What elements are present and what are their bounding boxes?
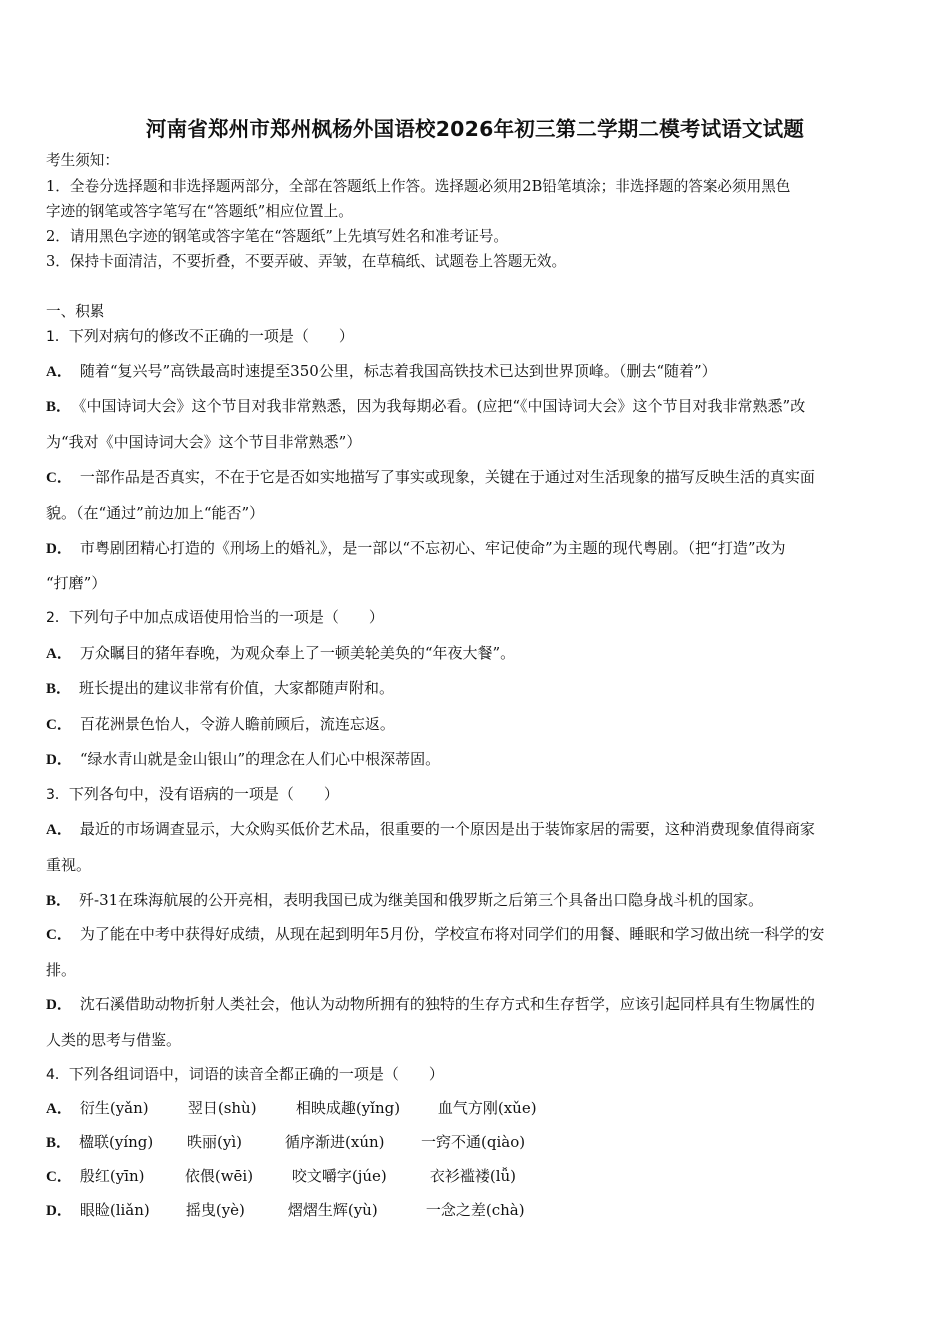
q2-option-a <box>46 643 515 664</box>
word-item: 衣衫褴褛(lǚ) <box>429 1167 517 1185</box>
option-text: 最近的市场调查显示，大众购买低价艺术品，很重要的一个原因是出于装饰家居的需要，这种消费现象值得商家 <box>79 820 815 838</box>
question-1-stem <box>46 326 354 347</box>
question-number: 4． <box>46 1067 69 1083</box>
q3-option-d <box>46 994 815 1015</box>
q3-option-a <box>46 819 815 840</box>
notice-line: 字迹的钢笔或答字笔写在“答题纸”相应位置上。 <box>46 203 353 220</box>
option-label: C． <box>46 1169 72 1185</box>
option-label: A． <box>46 822 72 838</box>
question-2-stem <box>46 607 384 628</box>
q4-option-a <box>46 1098 537 1119</box>
option-text: 一部作品是否真实，不在于它是否如实地描写了事实或现象，关键在于通过对生活现象的描写反映生活的真实面 <box>79 468 815 486</box>
option-label: B． <box>46 681 72 697</box>
word-item: 循序渐进(xún) <box>285 1133 385 1151</box>
q3-option-c-cont: 排。 <box>46 961 77 979</box>
notice-line: 3．保持卡面清洁，不要折叠，不要弄破、弄皱，在草稿纸、试题卷上答题无效。 <box>46 253 567 270</box>
notice-heading: 考生须知： <box>46 152 119 169</box>
option-text: 市粤剧团精心打造的《刑场上的婚礼》，是一部以“不忘初心、牢记使命”为主题的现代粤剧。（把“打造”改为 <box>79 539 786 557</box>
option-label: D． <box>46 997 72 1013</box>
word-item: 翌日(shù) <box>187 1099 257 1117</box>
option-label: A． <box>46 1101 72 1117</box>
word-item: 殷红(yīn) <box>79 1167 145 1185</box>
word-item: 熠熠生辉(yù) <box>287 1201 378 1219</box>
question-text: 下列句子中加点成语使用恰当的一项是（ ） <box>68 608 384 626</box>
q1-option-b-cont: 为“我对《中国诗词大会》这个节目非常熟悉”） <box>46 433 362 451</box>
q1-option-b <box>46 396 805 417</box>
option-text: 为了能在中考中获得好成绩，从现在起到明年5月份，学校宣布将对同学们的用餐、睡眠和学习做出统一科学的安 <box>79 925 825 943</box>
option-label: B． <box>46 399 72 415</box>
question-4-stem <box>46 1064 444 1085</box>
q2-option-d <box>46 749 440 770</box>
q1-option-d-cont: “打磨”） <box>46 574 107 592</box>
option-label: B． <box>46 893 72 909</box>
notice-line: 2．请用黑色字迹的钢笔或答字笔在“答题纸”上先填写姓名和准考证号。 <box>46 228 509 245</box>
word-item: 一窍不通(qiào) <box>421 1133 526 1151</box>
word-item: 摇曳(yè) <box>185 1201 245 1219</box>
q4-option-c <box>46 1166 516 1187</box>
question-number: 2． <box>46 610 69 626</box>
option-text: 百花洲景色怡人，令游人瞻前顾后，流连忘返。 <box>79 715 395 733</box>
option-text: 沈石溪借助动物折射人类社会，他认为动物所拥有的独特的生存方式和生存哲学，应该引起同样具有生物属性的 <box>79 995 815 1013</box>
question-number: 1． <box>46 329 69 345</box>
word-item: 血气方刚(xǔe) <box>437 1099 537 1117</box>
word-item: 相映成趣(yǐng) <box>295 1099 401 1117</box>
q1-option-c-cont: 貌。（在“通过”前边加上“能否”） <box>46 504 265 522</box>
option-label: D． <box>46 1203 72 1219</box>
option-label: B． <box>46 1135 72 1151</box>
question-text: 下列各句中，没有语病的一项是（ ） <box>68 785 339 803</box>
page-title: 河南省郑州市郑州枫杨外国语校2026年初三第二学期二模考试语文试题 <box>145 117 805 141</box>
option-label: D． <box>46 541 72 557</box>
option-text: 万众瞩目的猪年春晚，为观众奉上了一顿美轮美奂的“年夜大餐”。 <box>79 644 516 662</box>
word-item: 衍生(yǎn) <box>79 1099 149 1117</box>
q3-option-b <box>46 890 763 911</box>
question-text: 下列对病句的修改不正确的一项是（ ） <box>68 327 354 345</box>
q3-option-c <box>46 924 824 945</box>
q3-option-a-cont: 重视。 <box>46 856 92 874</box>
q1-option-c <box>46 467 815 488</box>
option-label: C． <box>46 470 72 486</box>
q2-option-c <box>46 714 395 735</box>
word-item: 咬文嚼字(júe) <box>291 1167 387 1185</box>
word-item: 依偎(wēi) <box>184 1167 254 1185</box>
word-item: 楹联(yíng) <box>79 1133 154 1151</box>
question-text: 下列各组词语中，词语的读音全都正确的一项是（ ） <box>68 1065 444 1083</box>
word-item: 眼睑(liǎn) <box>79 1201 150 1219</box>
option-text: 歼-31在珠海航展的公开亮相，表明我国已成为继美国和俄罗斯之后第三个具备出口隐身战斗机的国家。 <box>79 891 764 909</box>
q4-option-d <box>46 1200 525 1221</box>
notice-line: 1．全卷分选择题和非选择题两部分，全部在答题纸上作答。选择题必须用2B铅笔填涂；非选择题的答案必须用黑色 <box>46 178 791 195</box>
option-label: C． <box>46 717 72 733</box>
option-text: “绿水青山就是金山银山”的理念在人们心中根深蒂固。 <box>79 750 441 768</box>
question-number: 3． <box>46 787 69 803</box>
q2-option-b <box>46 678 394 699</box>
word-item: 一念之差(chà) <box>425 1201 525 1219</box>
option-label: A． <box>46 364 72 380</box>
q3-option-d-cont: 人类的思考与借鉴。 <box>46 1031 182 1049</box>
question-3-stem <box>46 784 339 805</box>
option-label: D． <box>46 752 72 768</box>
option-text: 《中国诗词大会》这个节目对我非常熟悉，因为我每期必看。(应把“《中国诗词大会》这个节目对我非常熟悉”改 <box>79 397 806 415</box>
q4-option-b <box>46 1132 525 1153</box>
q1-option-a <box>46 361 717 382</box>
option-label: C． <box>46 927 72 943</box>
q1-option-d <box>46 538 786 559</box>
option-text: 随着“复兴号”高铁最高时速提至350公里，标志着我国高铁技术已达到世界顶峰。（删去“随着”） <box>79 362 717 380</box>
option-label: A． <box>46 646 72 662</box>
word-item: 昳丽(yì) <box>187 1133 242 1151</box>
section-heading: 一、积累 <box>46 303 105 320</box>
option-text: 班长提出的建议非常有价值，大家都随声附和。 <box>79 679 395 697</box>
